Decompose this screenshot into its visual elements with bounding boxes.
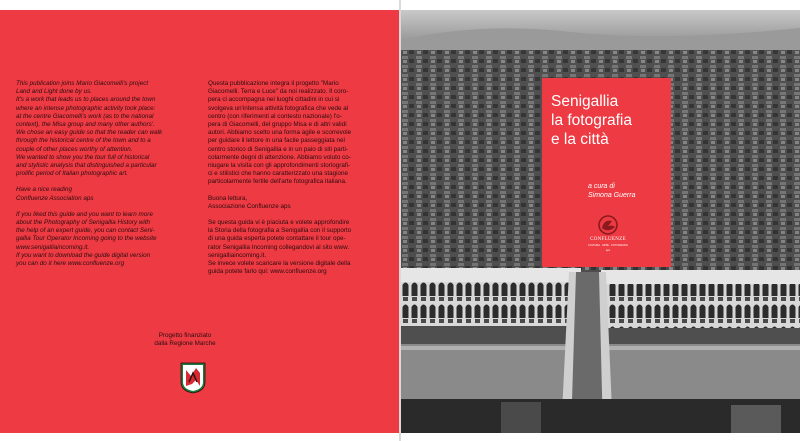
english-contact-paragraph: If you liked this guide and you want to learn more about the Photography of Senigallia History with the help of an expert guide, you can contact Seni- gallia Tour Operator Incoming going to the website www.senigalliaincoming.it. If you want to download the guide digital version you can do it here www.confluenze.org: [16, 210, 157, 268]
title-box: [542, 78, 671, 267]
regione-marche-logo-icon: [180, 362, 206, 394]
english-column: [16, 80, 194, 276]
italian-contact-paragraph: Se questa guida vi è piaciuta e volete approfondire la Storia della fotografia a Senigallia con il supporto di una guida esperta potete contattare il tour ope- rator Senigallia Incoming collegandovi al sito www. senigalliaincoming.it. Se invece volete scaricare la versione digitale della guida potete farlo qui: www.confluenze.org: [208, 219, 352, 276]
confluenze-emblem-icon: [580, 214, 636, 236]
italian-signoff: Buona lettura, Associazione Confluenze aps: [208, 194, 291, 210]
curator-credit: a cura di Simona Guerra: [588, 183, 636, 199]
left-page: [0, 10, 399, 433]
publisher-suffix: aps: [605, 249, 611, 252]
english-intro-paragraph: This publication joins Mario Giacomelli's project Land and Light done by us. It's a work that leads us to places around the town where an intense photographic activity took place: at the centre Giacomelli's work (as to the national context), the Misa group and many other authors'. We chose an easy guide so that the reader can walk through the historical centre of the town and to a couple of other places worthy of attention. We wanted to show you the tour full of historical and stylistic analysis that distinguished a particular prolific period of Italian photographic art.: [16, 80, 163, 178]
right-page: [401, 10, 800, 433]
english-signoff: Have a nice reading Confluenze Association aps: [16, 186, 94, 202]
publisher-tagline: CULTURA · ARTE · FOTOGRAFIA: [587, 244, 629, 247]
confluenze-logo: [580, 214, 636, 258]
publisher-name: CONFLUENZE: [590, 237, 626, 242]
funding-credit: Progetto finanziato dalla Regione Marche: [154, 332, 216, 348]
cover-title: Senigallia la fotografia e la città: [551, 93, 632, 148]
italian-column: [208, 80, 380, 284]
italian-intro-paragraph: Questa pubblicazione integra il progetto "Mario Giacomelli. Terra e Luce" da noi realizzato. Il coro- pera ci accompagna nei luoghi cittadini in cui si svolgeva un'intensa attività fotografica che vede al centro (con riferimenti al contesto nazionale) l'o- pera di Giacomelli, del gruppo Misa e di altri validi autori. Abbiamo scelto una forma agile e scorrevole per guidare il lettore in una facile passeggiata nel centro storico di Senigallia e in un paio di siti parti- colarmente degni di attenzione. Abbiamo voluto co- niugare la visita con gli approfondimenti storiografi- ci e stilistici che hanno caratterizzato una stagione particolarmente fertile dell'arte fotografica italiana.: [208, 80, 352, 186]
